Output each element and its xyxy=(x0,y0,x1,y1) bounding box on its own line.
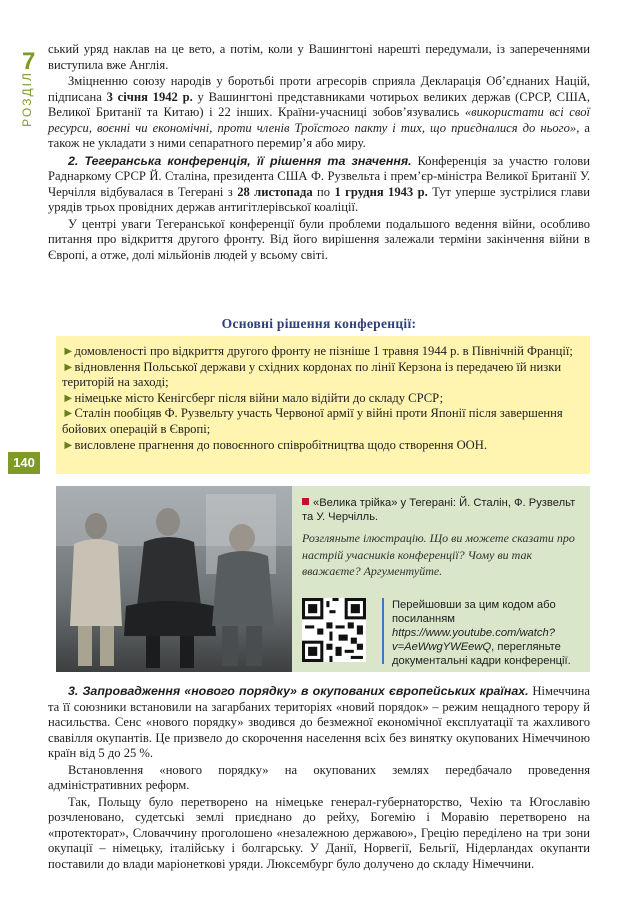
qr-code-icon[interactable] xyxy=(302,598,366,662)
declaration-quote: «використати всі свої ресурси, воєнні чи економічні, проти членів Троїстого пакту і тих, що приєдналися до нього» xyxy=(48,105,590,135)
figure-task: Розгляньте ілюстрацію. Що ви можете сказати про настрій учасників конференції? Чому ви так вважаєте? Аргументуйте. xyxy=(302,531,575,578)
qr-code-graphic xyxy=(302,598,366,662)
paragraph-7: Так, Польщу було перетворено на німецьке генерал-губернаторство, Чехію та Югославію розчленовано, судетські землі приєднано до рейху, Богемію і Моравію перетворено на «протекторат», Словаччину проголошено «незалежною державою», Грецію переділено на три зони окупації – німецьку, італійську і болгарську. У Данії, Норвегії, Бельгії, Нідерландах окупанти поставили до влади маріонеткові уряди. Люксембург було долучено до складу Німеччини. xyxy=(48,794,590,871)
date-highlight: 3 січня 1942 р. xyxy=(106,89,193,104)
figure-panel xyxy=(56,486,590,672)
red-square-icon xyxy=(302,498,309,505)
arrow-bullet-icon: ► xyxy=(62,359,75,374)
text-run: Німеччина та її союзники встановили на загарбаних територіях «новий порядок» – режим нещадного терору й насильства. Сенс «нового порядку» зводився до безмежної економічної експлуатації та жахливого свавілля окупантів. Це призвело до скорочення населення всіх без винятку окупованих Німеччиною країн від 5 до 25 %. xyxy=(48,684,590,760)
section-number: 7 xyxy=(22,48,36,75)
text-run: у Вашингтоні представниками чотирьох великих держав (СРСР, США, Великої Британії та Китаю) і 22 інших. Країни-учасниці зобов’язувались xyxy=(48,89,591,119)
section-label: РОЗДІЛ xyxy=(20,71,34,127)
list-item xyxy=(62,360,584,391)
date-highlight: 1 грудня 1943 р. xyxy=(334,184,428,199)
decision-text: висловлене прагнення до повоєнного співробітництва щодо створення ООН. xyxy=(74,437,488,452)
date-highlight: 28 листопада xyxy=(237,184,313,199)
main-text-top xyxy=(48,42,590,264)
paragraph-2 xyxy=(48,74,590,152)
arrow-bullet-icon: ► xyxy=(62,344,75,358)
text-run: Тут уперше зустрілися глави урядів трьох провідних держав антигітлерівської коаліції. xyxy=(48,184,590,214)
decisions-list xyxy=(56,336,590,474)
section-2-title: 2. Тегеранська конференція, її рішення та значення. xyxy=(68,153,412,168)
list-item xyxy=(62,391,584,407)
divider xyxy=(382,598,384,664)
paragraph-1: ський уряд наклав на це вето, а потім, коли у Вашингтоні нарешті передумали, із запереченнями виступила вже Англія. xyxy=(48,42,590,72)
paragraph-4: У центрі уваги Тегеранської конференції були проблеми подальшого ведення війни, особливо питання про відкриття другого фронту. Від його вирішення залежали терміни закінчення війни в Європі, а отже, долі мільйонів людей у всьому світі. xyxy=(48,216,590,262)
video-link[interactable]: https://www.youtube.com/watch?v=AeWwgYWEewQ xyxy=(392,627,555,653)
section-3-title: 3. Запровадження «нового порядку» в окупованих європейських країнах. xyxy=(68,684,529,698)
text-run: Конференція за участю голови Раднаркому СРСР Й. Сталіна, президента США Ф. Рузвельта і прем’єр-міністра Великої Британії У. Черчілля відбувалася в Тегерані з xyxy=(48,153,590,199)
decision-text: відновлення Польської держави у східних кордонах по лінії Керзона із передачею їй низки територій на заході; xyxy=(62,359,562,390)
text-run: Зміцненню союзу народів у боротьбі проти агресорів сприяла Декларація Об’єднаних Націй, підписана xyxy=(48,74,590,104)
text-run: , а також не укладати з ними сепаратного перемир’я або миру. xyxy=(48,120,590,150)
paragraph-6: Встановлення «нового порядку» на окупованих землях передбачало проведення адміністративних реформ. xyxy=(48,762,590,792)
text-run: по xyxy=(312,184,335,199)
photo-illustration xyxy=(56,486,292,672)
list-item xyxy=(62,406,584,437)
qr-description xyxy=(392,598,588,668)
decision-text: домовленості про відкриття другого фронту не пізніше 1 травня 1944 р. в Північній Франції; xyxy=(74,344,573,358)
paragraph-5 xyxy=(48,684,590,762)
arrow-bullet-icon: ► xyxy=(62,390,75,405)
arrow-bullet-icon: ► xyxy=(62,437,75,452)
decision-text: німецьке місто Кенігсберг після війни мало відійти до складу СРСР; xyxy=(74,390,444,405)
qr-text-run: Перейшовши за цим кодом або посиланням xyxy=(392,599,556,625)
list-item xyxy=(62,438,584,454)
arrow-bullet-icon: ► xyxy=(62,406,75,421)
main-text-bottom xyxy=(48,684,590,873)
list-item xyxy=(62,344,584,360)
paragraph-3 xyxy=(48,154,590,216)
qr-text-run: , перегляньте документальні кадри конференції. xyxy=(392,641,571,667)
decisions-heading: Основні рішення конференції: xyxy=(221,316,417,331)
page-number: 140 xyxy=(8,452,40,474)
figure-caption xyxy=(302,496,584,524)
big-three-photo xyxy=(56,486,292,672)
caption-text: «Велика трійка» у Тегерані: Й. Сталін, Ф. Рузвельт та У. Черчілль. xyxy=(302,497,576,523)
decision-text: Сталін пообіцяв Ф. Рузвельту участь Червоної армії у війні проти Японії після завершення бойових операцій в Європі; xyxy=(62,406,563,436)
